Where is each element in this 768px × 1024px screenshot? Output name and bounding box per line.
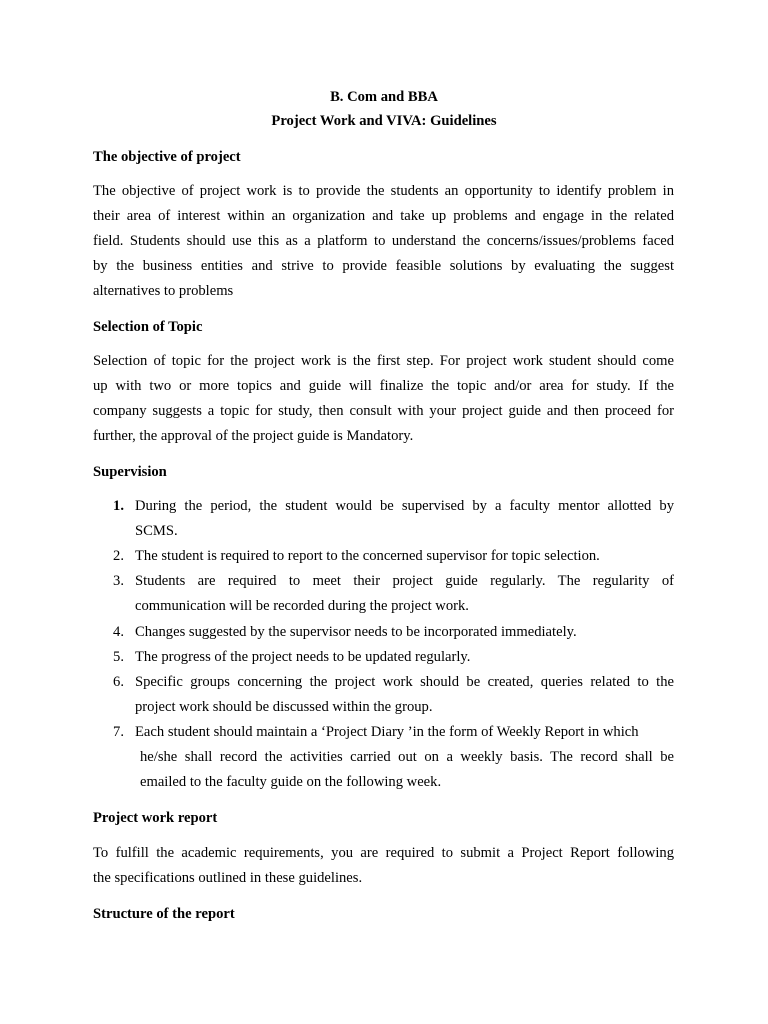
list-line: communication will be recorded during the project work. (135, 598, 469, 614)
list-text (135, 494, 674, 544)
list-line: The student is required to report to the concerned supervisor for topic selection. (135, 548, 600, 564)
paragraph-line: To fulfill the academic requirements, you are required to submit a Project Report following (93, 845, 674, 861)
list-line: During the period, the student would be supervised by a faculty mentor allotted by (135, 498, 674, 514)
paragraph-objective (93, 179, 674, 304)
list-line: Changes suggested by the supervisor needs to be incorporated immediately. (135, 624, 577, 640)
list-text (135, 720, 674, 795)
list-line: Specific groups concerning the project work should be created, queries related to the (135, 674, 674, 690)
list-line: The progress of the project needs to be updated regularly. (135, 649, 471, 665)
paragraph-line: The objective of project work is to provide the students an opportunity to identify problem in (93, 183, 674, 199)
paragraph-line: Selection of topic for the project work is the first step. For project work student should come (93, 353, 674, 369)
document-subtitle: Project Work and VIVA: Guidelines (271, 113, 497, 129)
paragraph-line: the specifications outlined in these guidelines. (93, 870, 363, 886)
list-line: SCMS. (135, 523, 178, 539)
list-text (135, 670, 674, 720)
heading-project-work-report: Project work report (93, 810, 218, 826)
list-number: 7. (113, 724, 124, 740)
heading-supervision: Supervision (93, 464, 167, 480)
list-number: 3. (113, 573, 124, 589)
paragraph-line: by the business entities and strive to provide feasible solutions by evaluating the suggest (93, 258, 674, 274)
paragraph-line: their area of interest within an organization and take up problems and engage in the related (93, 208, 674, 224)
list-text (135, 645, 674, 670)
list-line: he/she shall record the activities carried out on a weekly basis. The record shall be (140, 749, 674, 765)
list-text (135, 569, 674, 619)
list-line: Each student should maintain a ‘Project Diary ’in the form of Weekly Report in which (135, 724, 639, 740)
list-number: 2. (113, 548, 124, 564)
list-text (135, 620, 674, 645)
list-line: Students are required to meet their project guide regularly. The regularity of (135, 573, 674, 589)
paragraph-line: further, the approval of the project guide is Mandatory. (93, 428, 414, 444)
list-line: project work should be discussed within the group. (135, 699, 433, 715)
list-number: 6. (113, 674, 124, 690)
document-title: B. Com and BBA (330, 89, 438, 105)
heading-structure-of-report: Structure of the report (93, 906, 235, 922)
paragraph-line: alternatives to problems (93, 283, 234, 299)
list-number: 5. (113, 649, 124, 665)
list-text (135, 544, 674, 569)
list-number: 4. (113, 624, 124, 640)
paragraph-line: field. Students should use this as a platform to understand the concerns/issues/problems faced (93, 233, 674, 249)
heading-selection-of-topic: Selection of Topic (93, 319, 203, 335)
list-number: 1. (113, 498, 124, 514)
list-line: emailed to the faculty guide on the following week. (140, 774, 442, 790)
paragraph-selection-of-topic (93, 349, 674, 449)
paragraph-project-work-report (93, 841, 674, 891)
heading-objective: The objective of project (93, 149, 241, 165)
paragraph-line: company suggests a topic for study, then consult with your project guide and then proceed for (93, 403, 674, 419)
paragraph-line: up with two or more topics and guide will finalize the topic and/or area for study. If the (93, 378, 674, 394)
